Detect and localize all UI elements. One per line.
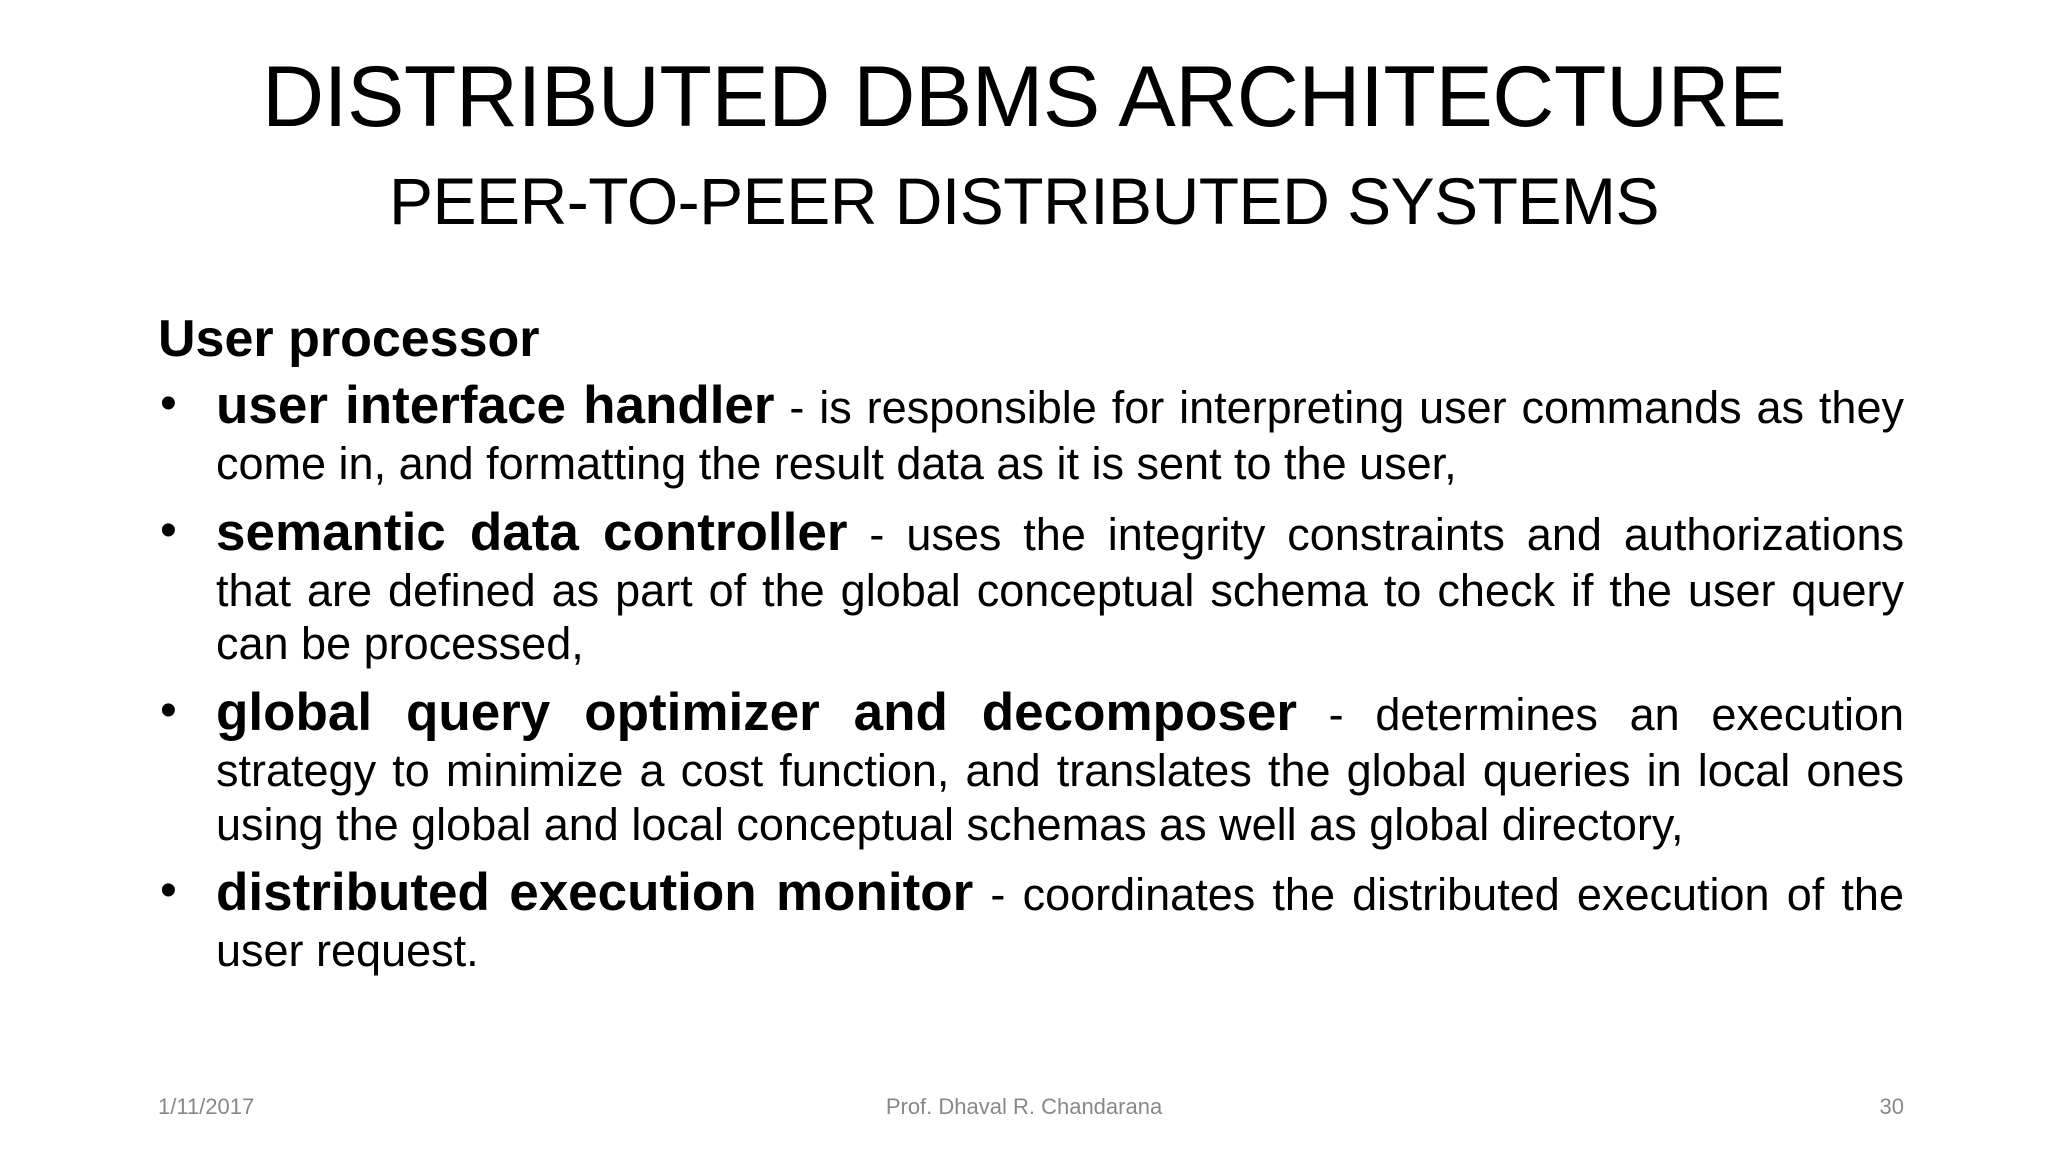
bullet-icon: • [160, 503, 177, 557]
slide-subtitle: PEER-TO-PEER DISTRIBUTED SYSTEMS [389, 164, 1659, 238]
bullet-term: global query optimizer and decomposer [216, 683, 1297, 742]
bullet-item [158, 861, 1904, 978]
bullet-text: - uses the integrity constraints and authorizations that are defined as part of the global conceptual schema to check if the user query can be processed, [216, 508, 1904, 670]
bullet-term: semantic data controller [216, 502, 848, 562]
bullet-text: - coordinates the distributed execution of the user request. [216, 869, 1904, 977]
bullet-icon: • [160, 377, 177, 431]
bullet-icon: • [160, 684, 177, 737]
slide-title: DISTRIBUTED DBMS ARCHITECTURE [261, 49, 1787, 145]
footer-date: 1/11/2017 [158, 1094, 255, 1119]
slide-content [158, 310, 1904, 988]
bullet-term: user interface handler [216, 376, 775, 436]
footer-page-number: 30 [1879, 1094, 1904, 1119]
bullet-icon: • [160, 864, 177, 918]
bullet-item [158, 374, 1904, 491]
footer-author: Prof. Dhaval R. Chandarana [885, 1094, 1163, 1119]
bullet-term: distributed execution monitor [216, 863, 974, 923]
bullet-text: - is responsible for interpreting user commands as they come in, and formatting the result data as it is sent to the user, [216, 382, 1904, 490]
bullet-text: - determines an execution strategy to minimize a cost function, and translates the global queries in local ones using the global and local conceptual schemas as well as global directory, [216, 689, 1904, 850]
bullet-item [158, 501, 1904, 671]
section-heading: User processor [158, 310, 540, 368]
bullet-list [158, 374, 1904, 978]
bullet-item [158, 681, 1904, 851]
